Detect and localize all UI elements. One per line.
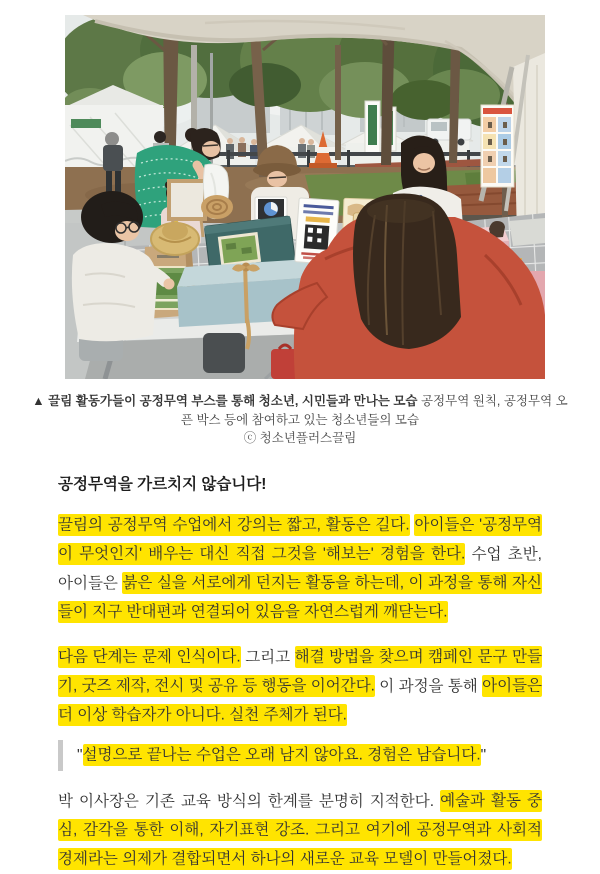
- pull-quote: [58, 740, 542, 771]
- plain-text: 이 과정을 통해: [374, 677, 483, 695]
- page: [0, 15, 600, 868]
- highlighted-text: 설명으로 끝나는 수업은 오래 남지 않아요. 경험은 남습니다.: [83, 744, 481, 766]
- article-heading: 공정무역을 가르치지 않습니다!: [58, 475, 267, 493]
- highlighted-text: 아이들은 더 이상 학습자가 아니다. 실천 주체가 된다.: [58, 675, 542, 726]
- plain-text: 박 이사장은 기존 교육 방식의 한계를 분명히 지적한다.: [58, 792, 441, 810]
- highlighted-text: 예술과 활동 중심, 감각을 통한 이해, 자기표현 강조. 그리고 여기에 공정무역과 사회적경제라는 의제가 결합되면서 하나의 새로운 교육 모델이 만들어졌다.: [58, 790, 542, 870]
- highlighted-text: 끌림의 공정무역 수업에서 강의는 짧고, 활동은 길다.: [58, 514, 410, 536]
- yarn-basket: [201, 195, 233, 219]
- plain-text: ": [480, 746, 487, 764]
- photo-caption: [30, 392, 570, 448]
- caption-credit: ⓒ 청소년플러스끌림: [243, 431, 357, 445]
- highlighted-text: 다음 단계는 문제 인식이다.: [58, 646, 241, 668]
- caption-text: [30, 392, 570, 429]
- caption-regular-text: 공정무역 원칙, 공정무역 오픈 박스 등에 참여하고 있는 청소년들의 모습: [180, 394, 568, 427]
- plain-text: ": [77, 746, 83, 764]
- poster-board: [481, 105, 514, 187]
- caption-bold-text: ▲ 끌림 활동가들이 공정무역 부스를 통해 청소년, 시민들과 만나는 모습: [32, 394, 418, 408]
- paragraph-2: [58, 643, 542, 730]
- straw-hat: [151, 222, 199, 255]
- booth-photo-illustration: [65, 15, 545, 379]
- plain-text: 그리고: [240, 648, 295, 666]
- booth-photo: [65, 15, 545, 379]
- paragraph-1: [58, 511, 542, 627]
- article-body: [0, 474, 600, 874]
- paragraph-3: [58, 787, 542, 874]
- plain-text: 수업 초반, 아이들은: [58, 545, 542, 592]
- highlighted-text: 아이들은 '공정무역이 무엇인지' 배우는 대신 직접 그것을 '해보는' 경험을 한다.: [58, 514, 542, 565]
- highlighted-text: 해결 방법을 찾으며 캠페인 문구 만들기, 굿즈 제작, 전시 및 공유 등 행동을 이어간다.: [58, 646, 542, 697]
- highlighted-text: 붉은 실을 서로에게 던지는 활동을 하는데, 이 과정을 통해 자신들이 지구 반대편과 연결되어 있음을 자연스럽게 깨닫는다.: [58, 572, 542, 623]
- article-page: [0, 15, 600, 868]
